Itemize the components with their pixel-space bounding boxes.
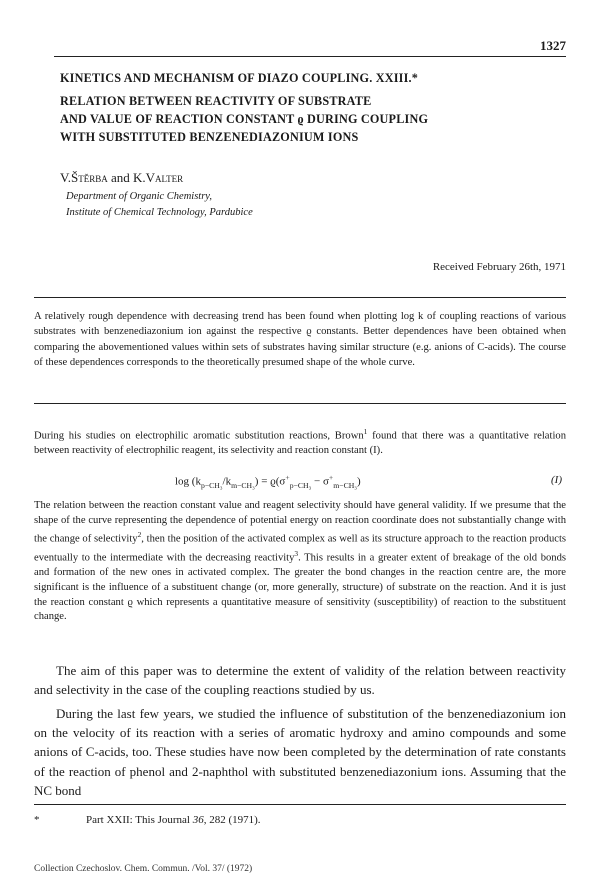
footnote-volume: 36 xyxy=(192,814,204,826)
body-paragraph-aim: The aim of this paper was to determine the extent of validity of the relation between reactivity and selectivity in the case of the coupling reactions studied by us. xyxy=(34,663,566,698)
ref-1: 1 xyxy=(363,427,368,436)
footnote-marker: * xyxy=(34,814,40,826)
title-line-1: KINETICS AND MECHANISM OF DIAZO COUPLING. XXIII.* xyxy=(60,71,419,85)
ref-2: 2 xyxy=(137,530,142,540)
footnote xyxy=(34,814,261,826)
header-rule xyxy=(54,56,566,57)
abstract: A relatively rough dependence with decreasing trend has been found when plotting log k of coupling reactions of various substrates with benzenediazonium ion against the respective ϱ constants. Better dependences have been obtained when comparing the abovementioned values within sets of substrates having similar structure (e.g. anions of C-acids). The course of these dependences corresponds to the theoretically presumed shape of the whole curve. xyxy=(34,311,566,368)
page-number: 1327 xyxy=(540,38,566,53)
title-line-3: AND VALUE OF REACTION CONSTANT ϱ DURING COUPLING xyxy=(60,112,429,126)
abstract-bottom-rule xyxy=(34,403,566,404)
author-2-surname: Valter xyxy=(145,170,184,185)
footnote-rule xyxy=(34,804,566,805)
eq-rho: ϱ(σ xyxy=(270,475,286,488)
received-date: Received February 26th, 1971 xyxy=(432,261,566,273)
eq-lhs-close: ) xyxy=(254,475,259,488)
eq-sign: = xyxy=(261,475,268,488)
author-1-surname: Štěrba xyxy=(70,170,108,185)
intro-p1-text-2: found that there was a quantitative relation between reactivity of electrophilic reagent, its selectivity and reaction constant (I). xyxy=(34,430,566,457)
intro-p1-text: During his studies on electrophilic aromatic substitution reactions, Brown xyxy=(34,430,364,442)
equation-1 xyxy=(175,473,361,490)
eq-rhs-close: ) xyxy=(356,475,361,488)
title-line-2: RELATION BETWEEN REACTIVITY OF SUBSTRATE xyxy=(60,94,372,108)
authors xyxy=(60,170,183,186)
journal-line: Collection Czechoslov. Chem. Commun. /Vol. 37/ (1972) xyxy=(34,864,253,874)
intro-paragraph-2 xyxy=(34,499,566,625)
eq-lhs-mid: /k xyxy=(222,475,232,488)
author-conjunction: and xyxy=(110,170,130,185)
eq-sig2-sup: + xyxy=(328,473,334,482)
equation-number: (I) xyxy=(551,474,562,486)
eq-sig1-sup: + xyxy=(285,473,290,482)
footnote-text: Part XXII: This Journal xyxy=(86,814,193,826)
eq-minus: − σ xyxy=(311,475,329,488)
eq-sig1-sub: p−CH₃ xyxy=(289,480,312,490)
intro-paragraph-1 xyxy=(34,425,566,459)
affiliation-line-1: Department of Organic Chemistry, xyxy=(66,191,213,202)
eq-lhs-sub2: m−CH₃ xyxy=(231,480,255,490)
affiliation-line-2: Institute of Chemical Technology, Pardubice xyxy=(66,207,253,218)
eq-lhs-open: log (k xyxy=(175,475,201,488)
footnote-text-2: , 282 (1971). xyxy=(203,814,261,826)
intro-p2-text-c: . This results in a greater extent of breakage of the old bonds and formation of the new ones in activated complex. The greater the bond changes in the reaction centre are, the more significant is the influence of a substituent change (or, more generally, structure) of substrate on the reaction. And it is just the reaction constant ϱ which represents a quantitative measure of sensitivity (susceptibility) of reaction to the substituent change. xyxy=(34,552,566,623)
eq-sig2-sub: m−CH₃ xyxy=(333,480,357,490)
title-line-4: WITH SUBSTITUTED BENZENEDIAZONIUM IONS xyxy=(60,130,359,144)
intro-p2-text-a: The relation between the reaction constant value and reagent selectivity should have general validity. If we presume that the shape of the curve representing the dependence of potential energy on reaction coordinate does not substantially change with the change of selectivity xyxy=(34,500,566,545)
ref-3: 3 xyxy=(294,549,299,559)
intro-p2-text-b: , then the position of the activated complex as well as its structure approach to the reaction products eventually to the intermediate with the decreasing reactivity xyxy=(34,533,567,564)
body-paragraph-during: During the last few years, we studied the influence of substitution of the benzenediazonium ion on the velocity of its reaction with a series of aromatic hydroxy and amino compounds and some anions of C-acids, too. These studies have now been completed by the determination of rate constants of the reaction of phenol and 2-naphthol with substituted benzenediazonium ions. Assuming that the NC bond xyxy=(34,706,566,798)
author-2-initial: K. xyxy=(132,170,146,185)
abstract-top-rule xyxy=(34,297,566,298)
author-1-initial: V. xyxy=(60,170,71,185)
eq-lhs-sub1: p−CH₃ xyxy=(200,480,223,490)
